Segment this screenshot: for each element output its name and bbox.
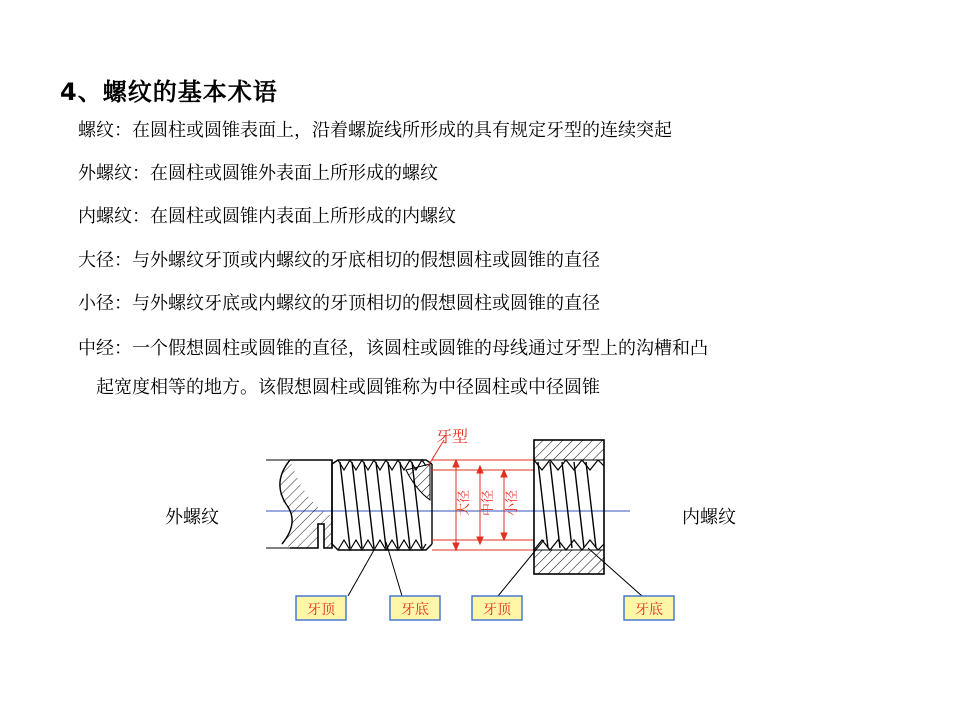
- callout-crest-internal: [472, 596, 522, 620]
- definition-thread: 螺纹：在圆柱或圆锥表面上，沿着螺旋线所形成的具有规定牙型的连续突起: [78, 120, 672, 141]
- external-thread-label: 外螺纹: [165, 507, 219, 528]
- thread-diagram: [266, 420, 696, 634]
- definition-internal-thread: 内螺纹：在圆柱或圆锥内表面上所形成的内螺纹: [78, 206, 456, 227]
- callout-root-external-label: 牙底: [401, 602, 429, 618]
- minor-diameter-label: 小径: [505, 489, 520, 516]
- callout-crest-external: [296, 596, 346, 620]
- major-diameter-label: 大径: [457, 489, 472, 516]
- definition-pitch-diameter: 中经：一个假想圆柱或圆锥的直径，该圆柱或圆锥的母线通过牙型上的沟槽和凸: [78, 338, 708, 359]
- internal-thread-label: 内螺纹: [682, 507, 736, 528]
- callout-root-internal: [624, 596, 674, 620]
- callout-crest-internal-label: 牙顶: [483, 602, 511, 618]
- page-title: 4、螺纹的基本术语: [60, 78, 278, 106]
- definition-pitch-diameter-cont: 起宽度相等的地方。该假想圆柱或圆锥称为中径圆柱或中径圆锥: [96, 377, 600, 398]
- definition-external-thread: 外螺纹：在圆柱或圆锥外表面上所形成的螺纹: [78, 163, 438, 184]
- internal-thread-drawing: [534, 440, 604, 574]
- definition-major-diameter: 大径：与外螺纹牙顶或内螺纹的牙底相切的假想圆柱或圆锥的直径: [78, 250, 600, 271]
- external-thread-drawing: [266, 460, 432, 550]
- profile-label: 牙型: [436, 427, 469, 446]
- definition-minor-diameter: 小径：与外螺纹牙底或内螺纹的牙顶相切的假想圆柱或圆锥的直径: [78, 293, 600, 314]
- callout-root-internal-label: 牙底: [635, 602, 663, 618]
- pitch-diameter-label: 中径: [481, 489, 496, 516]
- callout-crest-external-label: 牙顶: [307, 602, 335, 618]
- callout-root-external: [390, 596, 440, 620]
